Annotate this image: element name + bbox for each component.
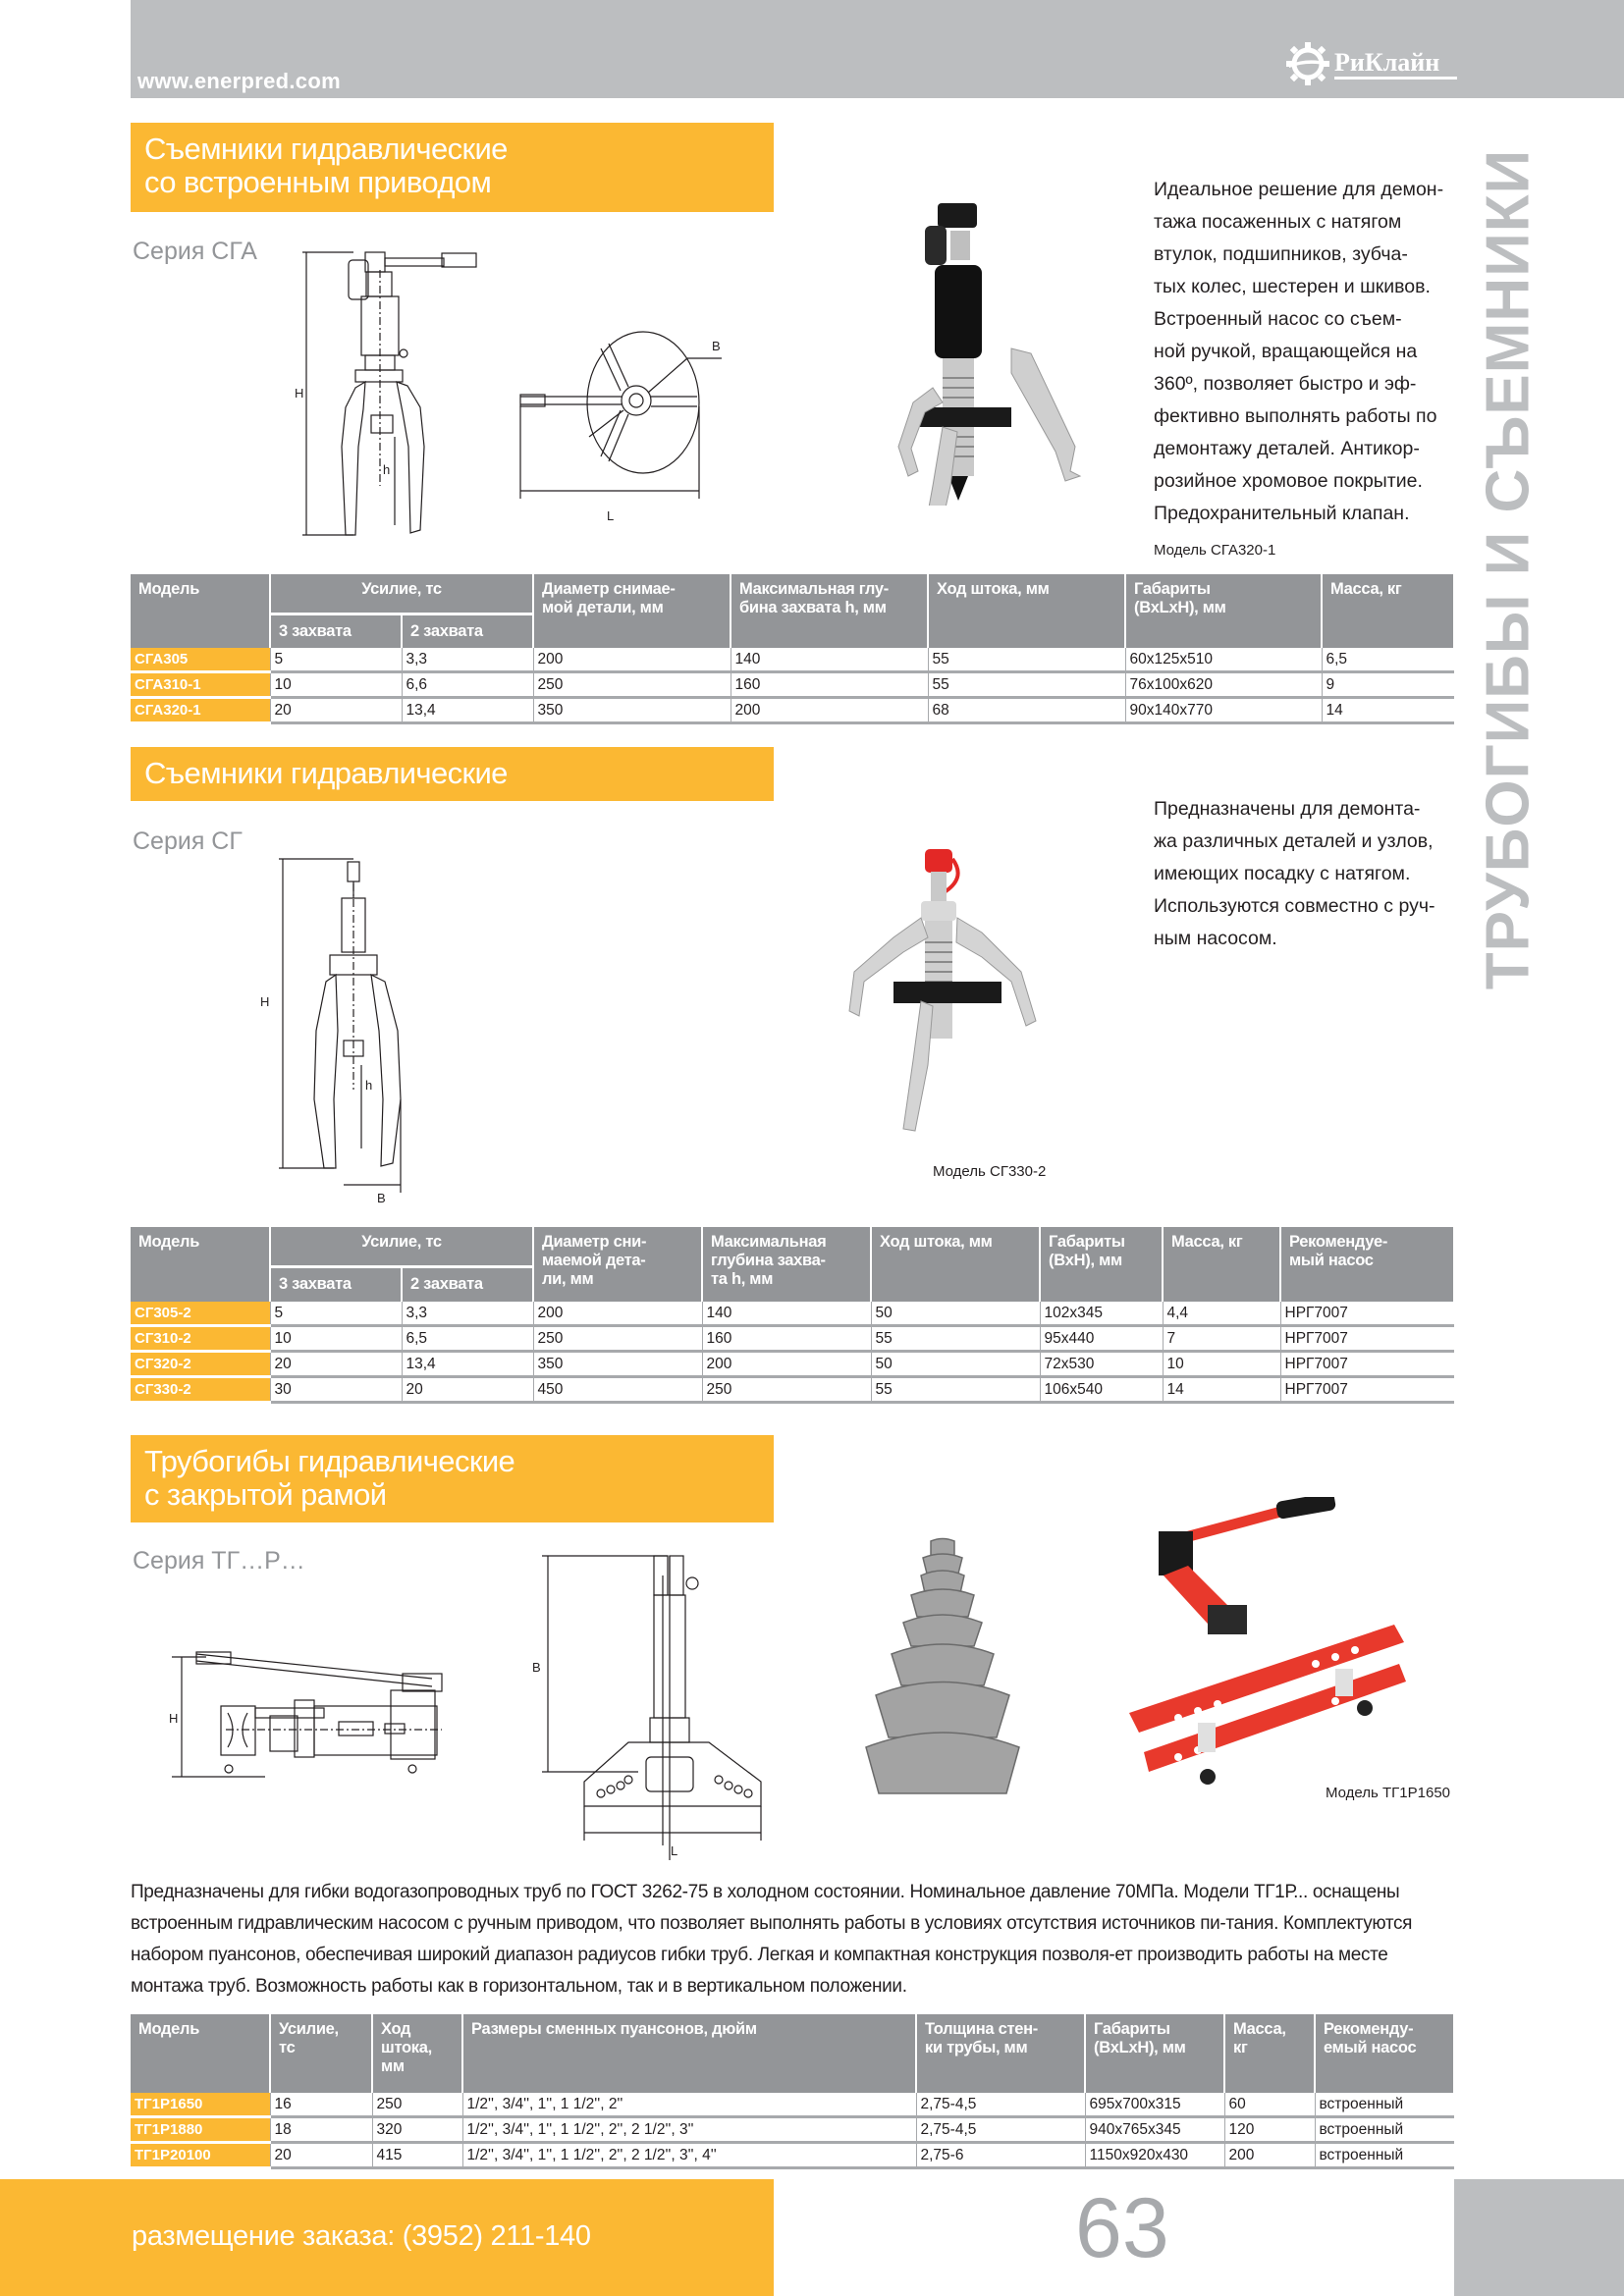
cell-mass: 14	[1322, 698, 1454, 723]
description-line: ным насосом.	[1154, 928, 1277, 949]
footer-order-phone[interactable]: размещение заказа: (3952) 211-140	[132, 2220, 591, 2252]
section3-paragraph: Предназначены для гибки водогазопроводных труб по ГОСТ 3262-75 в холодном состоянии. Номинальное давление 70МПа. Модели ТГ1Р... оснащены встроенным гидравлическим насосом с ручным приводом, что позволяет выполнять работы в условиях отсутствия источников пи-тания. Комплектуются набором пуансонов, обеспечивая широкий диапазон радиусов гибки труб. Легкая и компактная конструкция позволя-ет производить работы на месте монтажа труб. Возможность работы как в горизонтальном, так и в вертикальном положении.	[131, 1882, 1413, 1997]
cell-pump: НРГ7007	[1280, 1377, 1454, 1403]
cell-diameter: 250	[533, 672, 731, 698]
col-header-mass: Масса, кг	[1163, 1227, 1280, 1302]
description-line: втулок, подшипников, зубча-	[1154, 243, 1408, 265]
cell-mass: 4,4	[1163, 1302, 1280, 1326]
col-header-pump: Рекомендуе- мый насос	[1280, 1227, 1454, 1302]
footer-gray-block	[1454, 2179, 1624, 2296]
cell-punches: 1/2'', 3/4'', 1'', 1 1/2'', 2'', 2 1/2'', 3''	[462, 2117, 916, 2143]
cell-dims: 76x100x620	[1125, 672, 1322, 698]
cell-f3: 20	[270, 1352, 402, 1377]
dim-label-H: H	[169, 1711, 179, 1726]
cell-stroke: 250	[372, 2093, 462, 2117]
cell-punches: 1/2'', 3/4'', 1'', 1 1/2'', 2''	[462, 2093, 916, 2117]
dim-label-h: h	[365, 1078, 373, 1093]
cell-pump: встроенный	[1315, 2093, 1454, 2117]
dim-label-H: H	[260, 994, 270, 1009]
section1-title-line2: со встроенным приводом	[144, 165, 492, 199]
cell-dims: 102x345	[1040, 1302, 1163, 1326]
cell-f3: 5	[270, 648, 402, 672]
section1-top-drawing	[511, 324, 766, 530]
col-header-punches: Размеры сменных пуансонов, дюйм	[462, 2014, 916, 2093]
section3-product-photo	[1119, 1497, 1434, 1791]
description-line: ной ручкой, вращающейся на	[1154, 341, 1418, 362]
cell-mass: 6,5	[1322, 648, 1454, 672]
cell-stroke: 68	[928, 698, 1125, 723]
table-row	[131, 2117, 1454, 2143]
section1-description	[1154, 174, 1443, 530]
cell-mass: 9	[1322, 672, 1454, 698]
section1-series: Серия СГА	[133, 238, 257, 265]
cell-depth: 200	[731, 698, 928, 723]
cell-pump: НРГ7007	[1280, 1352, 1454, 1377]
col-header-force: Усилие, тс	[270, 2014, 372, 2093]
page-number: 63	[1075, 2181, 1169, 2275]
table-row	[131, 672, 1454, 698]
cell-depth: 200	[702, 1352, 871, 1377]
col-header-force-3: 3 захвата	[270, 614, 402, 648]
description-line: Используются совместно с руч-	[1154, 895, 1435, 917]
section3-title-line1: Трубогибы гидравлические	[144, 1444, 515, 1478]
cell-force: 20	[270, 2143, 372, 2168]
cell-diameter: 450	[533, 1377, 702, 1403]
description-line: Встроенный насос со съем-	[1154, 308, 1402, 330]
cell-dims: 1150x920x430	[1085, 2143, 1224, 2168]
section3-title	[131, 1435, 774, 1522]
gear-logo-icon	[1283, 39, 1470, 88]
section2-title-text: Съемники гидравлические	[144, 756, 508, 790]
dim-label-L: L	[671, 1843, 678, 1858]
description-line: тажа посаженных с натягом	[1154, 211, 1402, 233]
cell-model: ТГ1Р1880	[131, 2117, 270, 2143]
table-row	[131, 2143, 1454, 2168]
cell-f3: 30	[270, 1377, 402, 1403]
description-line: фективно выполнять работы по	[1154, 405, 1437, 427]
cell-model: ТГ1Р1650	[131, 2093, 270, 2117]
section3-photo-caption: Модель ТГ1Р1650	[1326, 1785, 1451, 1801]
cell-wall: 2,75-4,5	[916, 2093, 1085, 2117]
col-header-force-2: 2 захвата	[402, 1266, 533, 1302]
cell-dims: 60x125x510	[1125, 648, 1322, 672]
cell-stroke: 320	[372, 2117, 462, 2143]
col-header-model: Модель	[131, 2014, 270, 2093]
cell-mass: 60	[1224, 2093, 1315, 2117]
col-header-pump: Рекоменду- емый насос	[1315, 2014, 1454, 2093]
cell-stroke: 415	[372, 2143, 462, 2168]
table-row	[131, 1326, 1454, 1352]
cell-diameter: 350	[533, 1352, 702, 1377]
description-line: Предохранительный клапан.	[1154, 503, 1410, 524]
cell-stroke: 55	[928, 648, 1125, 672]
cell-f2: 13,4	[402, 698, 533, 723]
cell-f2: 6,5	[402, 1326, 533, 1352]
section2-description	[1154, 793, 1435, 955]
section2-series: Серия СГ	[133, 828, 243, 855]
col-header-mass: Масса, кг	[1224, 2014, 1315, 2093]
cell-force: 18	[270, 2117, 372, 2143]
cell-punches: 1/2'', 3/4'', 1'', 1 1/2'', 2'', 2 1/2'', 3'', 4''	[462, 2143, 916, 2168]
description-line: имеющих посадку с натягом.	[1154, 863, 1411, 884]
cell-model: СГА310-1	[131, 672, 270, 698]
cell-f3: 20	[270, 698, 402, 723]
cell-f2: 6,6	[402, 672, 533, 698]
cell-dims: 695x700x315	[1085, 2093, 1224, 2117]
col-header-wall: Толщина стен- ки трубы, мм	[916, 2014, 1085, 2093]
col-header-depth: Максимальная глубина захва- та h, мм	[702, 1227, 871, 1302]
cell-model: СГА305	[131, 648, 270, 672]
cell-depth: 140	[731, 648, 928, 672]
col-header-force-3: 3 захвата	[270, 1266, 402, 1302]
cell-stroke: 50	[871, 1302, 1040, 1326]
description-line: розийное хромовое покрытие.	[1154, 470, 1423, 492]
logo-text: РиКлайн	[1334, 48, 1440, 77]
col-header-dims: Габариты (BxLxH), мм	[1125, 574, 1322, 648]
col-header-stroke: Ход штока, мм	[928, 574, 1125, 648]
section2-title	[131, 747, 774, 801]
section3-series: Серия ТГ…Р…	[133, 1547, 305, 1575]
col-header-depth: Максимальная глу- бина захвата h, мм	[731, 574, 928, 648]
company-logo	[1283, 39, 1470, 88]
table-row	[131, 1377, 1454, 1403]
cell-f3: 10	[270, 672, 402, 698]
description-line: Идеальное решение для демон-	[1154, 179, 1444, 200]
cell-mass: 200	[1224, 2143, 1315, 2168]
cell-force: 16	[270, 2093, 372, 2117]
section3-side-drawing	[167, 1649, 491, 1787]
description-line: демонтажу деталей. Антикор-	[1154, 438, 1420, 459]
cell-pump: НРГ7007	[1280, 1326, 1454, 1352]
cell-f2: 20	[402, 1377, 533, 1403]
dim-label-h: h	[383, 462, 391, 477]
cell-dims: 106x540	[1040, 1377, 1163, 1403]
cell-f3: 5	[270, 1302, 402, 1326]
cell-dims: 72x530	[1040, 1352, 1163, 1377]
cell-wall: 2,75-4,5	[916, 2117, 1085, 2143]
col-header-diameter: Диаметр сни- маемой дета- ли, мм	[533, 1227, 702, 1302]
cell-wall: 2,75-6	[916, 2143, 1085, 2168]
cell-stroke: 50	[871, 1352, 1040, 1377]
table-row	[131, 1302, 1454, 1326]
col-header-model: Модель	[131, 574, 270, 648]
description-line: Предназначены для демонта-	[1154, 798, 1421, 820]
description-line: жа различных деталей и узлов,	[1154, 830, 1434, 852]
cell-depth: 160	[702, 1326, 871, 1352]
cell-pump: НРГ7007	[1280, 1302, 1454, 1326]
section2-photo-caption: Модель СГ330-2	[933, 1163, 1047, 1180]
col-header-force: Усилие, тс	[270, 574, 533, 614]
cell-f2: 3,3	[402, 1302, 533, 1326]
dim-label-B: B	[377, 1191, 386, 1205]
cell-stroke: 55	[928, 672, 1125, 698]
section2-side-drawing	[255, 854, 452, 1207]
cell-dims: 90x140x770	[1125, 698, 1322, 723]
side-category-text: ТРУБОГИБЫ И СЪЕМНИКИ	[1474, 148, 1543, 990]
cell-depth: 160	[731, 672, 928, 698]
header-url[interactable]: www.enerpred.com	[137, 69, 341, 93]
cell-depth: 140	[702, 1302, 871, 1326]
cell-stroke: 55	[871, 1377, 1040, 1403]
cell-dims: 940x765x345	[1085, 2117, 1224, 2143]
side-category-title	[1474, 123, 1543, 1016]
dim-label-H: H	[295, 386, 304, 400]
col-header-force: Усилие, тс	[270, 1227, 533, 1266]
section2-spec-table	[131, 1227, 1455, 1404]
cell-f3: 10	[270, 1326, 402, 1352]
cell-model: СГ320-2	[131, 1352, 270, 1377]
cell-f2: 13,4	[402, 1352, 533, 1377]
cell-diameter: 250	[533, 1326, 702, 1352]
description-line: 360º, позволяет быстро и эф-	[1154, 373, 1417, 395]
col-header-diameter: Диаметр снимае- мой детали, мм	[533, 574, 731, 648]
cell-mass: 7	[1163, 1326, 1280, 1352]
table-row	[131, 2093, 1454, 2117]
cell-model: ТГ1Р20100	[131, 2143, 270, 2168]
table-row	[131, 698, 1454, 723]
col-header-force-2: 2 захвата	[402, 614, 533, 648]
col-header-stroke: Ход штока, мм	[372, 2014, 462, 2093]
dim-label-B: B	[532, 1660, 541, 1675]
cell-mass: 120	[1224, 2117, 1315, 2143]
cell-diameter: 200	[533, 648, 731, 672]
cell-model: СГ310-2	[131, 1326, 270, 1352]
section1-title-line1: Съемники гидравлические	[144, 132, 508, 166]
section1-title	[131, 123, 774, 212]
section3-spec-table	[131, 2014, 1455, 2169]
section1-photo-caption: Модель СГА320-1	[1154, 542, 1276, 559]
description-line: тых колес, шестерен и шкивов.	[1154, 276, 1431, 297]
cell-diameter: 350	[533, 698, 731, 723]
col-header-dims: Габариты (BxLxH), мм	[1085, 2014, 1224, 2093]
section1-product-photo	[864, 191, 1100, 506]
cell-dims: 95x440	[1040, 1326, 1163, 1352]
section1-spec-table	[131, 574, 1455, 724]
cell-model: СГ305-2	[131, 1302, 270, 1326]
cell-depth: 250	[702, 1377, 871, 1403]
table-row	[131, 1352, 1454, 1377]
dim-label-L: L	[607, 508, 615, 523]
col-header-mass: Масса, кг	[1322, 574, 1454, 648]
cell-mass: 14	[1163, 1377, 1280, 1403]
col-header-stroke: Ход штока, мм	[871, 1227, 1040, 1302]
col-header-model: Модель	[131, 1227, 270, 1302]
section2-product-photo	[835, 844, 1090, 1139]
section3-title-line2: с закрытой рамой	[144, 1477, 387, 1512]
cell-model: СГА320-1	[131, 698, 270, 723]
cell-model: СГ330-2	[131, 1377, 270, 1403]
cell-stroke: 55	[871, 1326, 1040, 1352]
dim-label-B: B	[712, 339, 721, 353]
cell-diameter: 200	[533, 1302, 702, 1326]
col-header-dims: Габариты (BxH), мм	[1040, 1227, 1163, 1302]
cell-mass: 10	[1163, 1352, 1280, 1377]
cell-pump: встроенный	[1315, 2143, 1454, 2168]
section3-front-drawing	[530, 1546, 795, 1860]
section3-punches-photo	[864, 1536, 1051, 1831]
cell-f2: 3,3	[402, 648, 533, 672]
cell-pump: встроенный	[1315, 2117, 1454, 2143]
table-row	[131, 648, 1454, 672]
